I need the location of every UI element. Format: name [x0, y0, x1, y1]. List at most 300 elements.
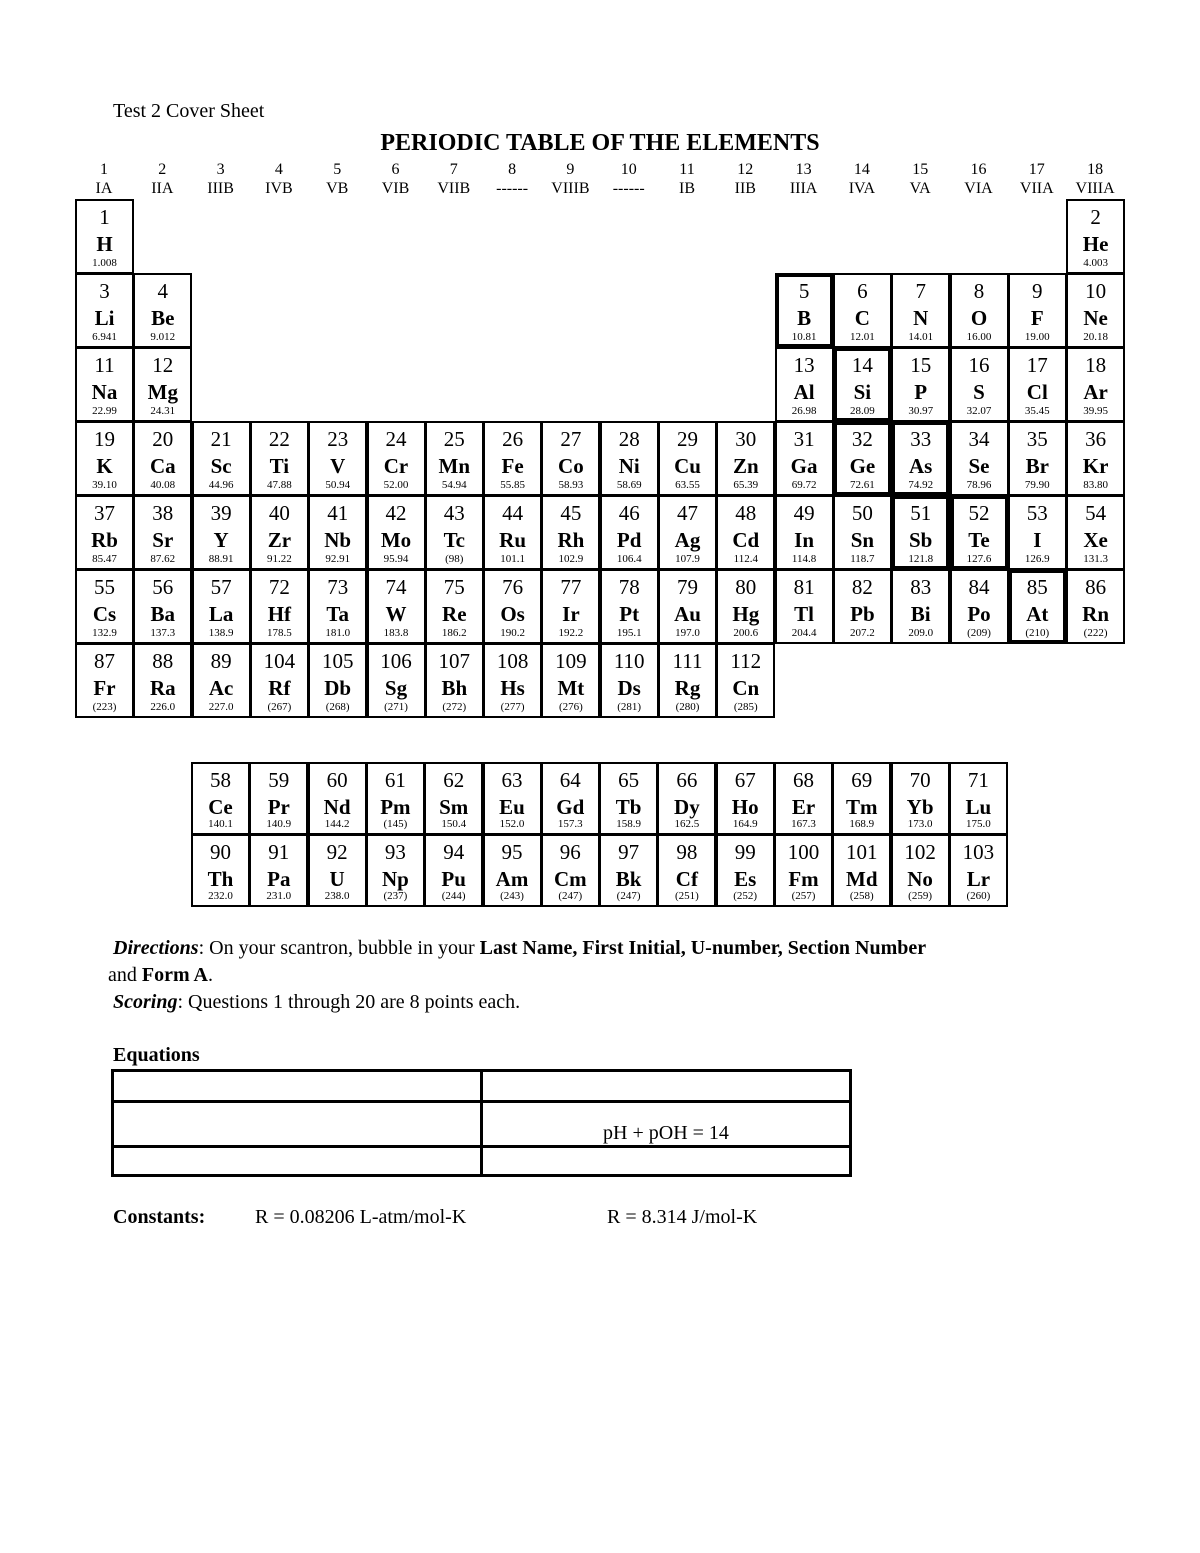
- element-cell-fr: [75, 643, 134, 718]
- eq-cell: [482, 1147, 851, 1176]
- element-cell-ta: [308, 569, 367, 644]
- element-symbol: In: [794, 528, 815, 552]
- atomic-mass: 88.91: [208, 553, 234, 565]
- element-symbol: H: [96, 232, 113, 256]
- atomic-number: 103: [962, 840, 995, 864]
- element-symbol: Mt: [557, 676, 585, 700]
- element-symbol: Mo: [380, 528, 412, 552]
- atomic-number: 63: [501, 768, 523, 792]
- atomic-number: 12: [152, 353, 174, 377]
- element-symbol: At: [1026, 602, 1049, 626]
- atomic-mass: 118.7: [850, 553, 875, 565]
- element-symbol: Si: [853, 380, 872, 404]
- element-cell-f: [1008, 273, 1067, 348]
- element-cell-pb: [833, 569, 892, 644]
- element-symbol: Db: [324, 676, 352, 700]
- atomic-number: 106: [380, 649, 412, 673]
- atomic-mass: 26.98: [791, 405, 817, 417]
- atomic-number: 110: [613, 649, 645, 673]
- element-symbol: Cr: [383, 454, 409, 478]
- atomic-number: 37: [94, 501, 115, 525]
- element-symbol: Cd: [732, 528, 760, 552]
- atomic-number: 64: [559, 768, 581, 792]
- group-label: 12 IIB: [734, 161, 756, 197]
- element-symbol: Pr: [267, 795, 290, 819]
- atomic-mass: 4.003: [1083, 257, 1108, 269]
- atomic-mass: 200.6: [733, 627, 759, 639]
- group-label: 13 IIIA: [789, 161, 818, 197]
- atomic-mass: 52.00: [383, 479, 409, 491]
- element-cell-sc: [192, 421, 251, 496]
- atomic-number: 92: [326, 840, 348, 864]
- atomic-number: 76: [502, 575, 524, 599]
- atomic-number: 102: [904, 840, 936, 864]
- atomic-number: 13: [793, 353, 815, 377]
- directions-t1: : On your scantron, bubble in your: [198, 937, 480, 959]
- atomic-number: 60: [326, 768, 348, 792]
- atomic-mass: (277): [500, 701, 525, 713]
- element-symbol: Cl: [1026, 380, 1048, 404]
- atomic-mass: 32.07: [966, 405, 992, 417]
- group-label: 8 ------: [496, 161, 529, 197]
- atomic-mass: 22.99: [92, 405, 117, 417]
- element-symbol: Cu: [674, 454, 701, 478]
- element-symbol: Np: [381, 867, 409, 891]
- element-cell-c: [833, 273, 892, 348]
- atomic-number: 68: [793, 768, 814, 792]
- atomic-number: 65: [618, 768, 640, 792]
- atomic-number: 85: [1026, 575, 1048, 599]
- group-label: 16 VIA: [964, 161, 993, 197]
- atomic-mass: 192.2: [558, 627, 584, 639]
- scoring-label: Scoring: [113, 991, 178, 1013]
- element-cell-ru: [483, 495, 542, 570]
- atomic-mass: 12.01: [850, 331, 875, 343]
- atomic-number: 86: [1085, 575, 1107, 599]
- element-symbol: W: [385, 602, 407, 626]
- element-symbol: Sr: [152, 528, 174, 552]
- element-cell-i: [1008, 495, 1067, 570]
- element-symbol: Pm: [380, 795, 411, 819]
- atomic-mass: 183.8: [383, 627, 409, 639]
- element-cell-la: [192, 569, 251, 644]
- element-cell-bk: [599, 834, 658, 907]
- atomic-number: 80: [735, 575, 757, 599]
- element-symbol: Hs: [500, 676, 525, 700]
- atomic-number: 22: [268, 427, 290, 451]
- element-symbol: Tm: [846, 795, 878, 819]
- atomic-number: 83: [910, 575, 932, 599]
- element-cell-po: [950, 569, 1009, 644]
- atomic-number: 79: [677, 575, 698, 599]
- atomic-mass: 44.96: [208, 479, 234, 491]
- element-cell-pa: [249, 834, 308, 907]
- element-cell-rf: [250, 643, 309, 718]
- atomic-mass: (247): [616, 890, 641, 902]
- atomic-mass: 232.0: [208, 890, 233, 902]
- element-cell-mo: [367, 495, 426, 570]
- atomic-number: 101: [846, 840, 878, 864]
- atomic-number: 10: [1085, 279, 1107, 303]
- atomic-number: 93: [384, 840, 406, 864]
- atomic-number: 48: [735, 501, 757, 525]
- element-cell-tm: [832, 762, 891, 835]
- atomic-mass: 167.3: [791, 818, 816, 830]
- atomic-mass: 16.00: [966, 331, 992, 343]
- element-cell-lu: [949, 762, 1008, 835]
- atomic-number: 112: [730, 649, 762, 673]
- element-symbol: Na: [91, 380, 118, 404]
- atomic-number: 67: [734, 768, 756, 792]
- atomic-number: 17: [1026, 353, 1048, 377]
- element-cell-hs: [483, 643, 542, 718]
- element-cell-b: [775, 273, 834, 348]
- atomic-number: 29: [677, 427, 698, 451]
- element-cell-sr: [133, 495, 192, 570]
- element-symbol: V: [330, 454, 346, 478]
- atomic-mass: 137.3: [150, 627, 176, 639]
- atomic-number: 78: [618, 575, 640, 599]
- atomic-number: 70: [909, 768, 931, 792]
- element-symbol: He: [1082, 232, 1109, 256]
- element-symbol: La: [208, 602, 234, 626]
- atomic-mass: 1.008: [92, 257, 117, 269]
- element-cell-pu: [424, 834, 483, 907]
- atomic-mass: (252): [733, 890, 758, 902]
- element-cell-ag: [658, 495, 717, 570]
- atomic-number: 61: [384, 768, 406, 792]
- atomic-mass: (280): [675, 701, 700, 713]
- eq-cell: [113, 1071, 482, 1102]
- element-cell-tb: [599, 762, 658, 835]
- atomic-mass: (244): [441, 890, 466, 902]
- atomic-mass: 204.4: [791, 627, 817, 639]
- atomic-mass: 207.2: [850, 627, 875, 639]
- element-cell-na: [75, 347, 134, 422]
- element-symbol: Th: [207, 867, 234, 891]
- atomic-number: 27: [560, 427, 582, 451]
- element-cell-ra: [133, 643, 192, 718]
- element-symbol: Er: [791, 795, 816, 819]
- atomic-mass: 91.22: [267, 553, 292, 565]
- atomic-mass: (223): [92, 701, 117, 713]
- element-symbol: Sb: [909, 528, 933, 552]
- atomic-number: 75: [443, 575, 465, 599]
- atomic-mass: 107.9: [675, 553, 700, 565]
- atomic-mass: 127.6: [966, 553, 992, 565]
- element-cell-hg: [716, 569, 775, 644]
- element-symbol: Tc: [443, 528, 465, 552]
- element-symbol: Mg: [147, 380, 178, 404]
- atomic-number: 34: [968, 427, 990, 451]
- atomic-number: 44: [502, 501, 524, 525]
- element-symbol: Rh: [557, 528, 585, 552]
- atomic-mass: 168.9: [849, 818, 875, 830]
- element-cell-ge: [833, 421, 892, 496]
- atomic-mass: (276): [558, 701, 583, 713]
- element-symbol: Bi: [910, 602, 931, 626]
- atomic-number: 87: [94, 649, 115, 673]
- atomic-mass: 140.9: [266, 818, 292, 830]
- element-cell-ca: [133, 421, 192, 496]
- element-symbol: Te: [968, 528, 990, 552]
- page-title: PERIODIC TABLE OF THE ELEMENTS: [380, 130, 820, 156]
- atomic-mass: 227.0: [208, 701, 234, 713]
- element-symbol: B: [797, 306, 812, 330]
- element-cell-rb: [75, 495, 134, 570]
- atomic-number: 66: [676, 768, 698, 792]
- element-cell-nb: [308, 495, 367, 570]
- atomic-mass: (272): [442, 701, 467, 713]
- atomic-number: 58: [210, 768, 231, 792]
- group-label: 7 VIIB: [437, 161, 471, 197]
- group-label: 10 ------: [612, 161, 645, 197]
- atomic-number: 69: [851, 768, 873, 792]
- element-cell-yb: [891, 762, 950, 835]
- element-cell-md: [832, 834, 891, 907]
- element-cell-ti: [250, 421, 309, 496]
- element-cell-as: [891, 421, 950, 496]
- atomic-mass: 114.8: [791, 553, 817, 565]
- atomic-number: 35: [1026, 427, 1048, 451]
- atomic-number: 15: [910, 353, 932, 377]
- group-label: 14 IVA: [848, 161, 876, 197]
- group-label: 5 VB: [326, 161, 349, 197]
- element-symbol: Se: [968, 454, 990, 478]
- directions-text: [108, 935, 1103, 989]
- atomic-number: 98: [676, 840, 698, 864]
- atomic-number: 111: [672, 649, 703, 673]
- element-symbol: P: [914, 380, 928, 404]
- element-cell-pm: [366, 762, 425, 835]
- element-symbol: Ba: [150, 602, 176, 626]
- atomic-mass: (222): [1083, 627, 1108, 639]
- element-cell-cl: [1008, 347, 1067, 422]
- element-cell-nd: [308, 762, 367, 835]
- atomic-mass: 58.69: [616, 479, 642, 491]
- element-symbol: Ru: [499, 528, 527, 552]
- element-cell-in: [775, 495, 834, 570]
- atomic-number: 74: [385, 575, 407, 599]
- atomic-number: 1: [99, 205, 110, 229]
- atomic-mass: 181.0: [325, 627, 351, 639]
- element-symbol: Cm: [553, 867, 587, 891]
- atomic-number: 46: [618, 501, 640, 525]
- element-symbol: Hg: [732, 602, 760, 626]
- group-label: 2 IIA: [151, 161, 174, 197]
- element-symbol: Tb: [615, 795, 642, 819]
- element-symbol: N: [913, 306, 929, 330]
- atomic-mass: (285): [733, 701, 758, 713]
- atomic-number: 100: [787, 840, 820, 864]
- atomic-number: 95: [501, 840, 523, 864]
- element-cell-si: [833, 347, 892, 422]
- element-cell-cr: [367, 421, 426, 496]
- element-symbol: Rf: [268, 676, 291, 700]
- element-symbol: Cs: [92, 602, 117, 626]
- atomic-mass: 6.941: [92, 331, 117, 343]
- element-cell-eu: [483, 762, 542, 835]
- atomic-mass: 144.2: [324, 818, 350, 830]
- atomic-number: 88: [152, 649, 174, 673]
- element-symbol: Ca: [149, 454, 176, 478]
- element-cell-zr: [250, 495, 309, 570]
- group-label: 18 VIIIA: [1075, 161, 1115, 197]
- atomic-number: 84: [968, 575, 990, 599]
- element-cell-dy: [657, 762, 716, 835]
- atomic-number: 9: [1032, 279, 1043, 303]
- element-symbol: Ds: [617, 676, 641, 700]
- element-symbol: Pa: [267, 867, 291, 891]
- atomic-number: 4: [157, 279, 169, 303]
- element-cell-y: [192, 495, 251, 570]
- element-symbol: Md: [846, 867, 878, 891]
- element-cell-au: [658, 569, 717, 644]
- element-cell-xe: [1066, 495, 1125, 570]
- element-symbol: Be: [151, 306, 175, 330]
- atomic-mass: 78.96: [966, 479, 992, 491]
- group-label: 1 IA: [95, 161, 113, 197]
- atomic-number: 57: [210, 575, 232, 599]
- atomic-number: 49: [793, 501, 815, 525]
- element-cell-o: [950, 273, 1009, 348]
- element-cell-np: [366, 834, 425, 907]
- element-cell-rg: [658, 643, 717, 718]
- element-symbol: Lu: [965, 795, 992, 819]
- element-cell-ar: [1066, 347, 1125, 422]
- element-symbol: Fr: [93, 676, 116, 700]
- atomic-number: 82: [851, 575, 873, 599]
- atomic-number: 91: [268, 840, 290, 864]
- directions-b2: Form A: [141, 964, 208, 986]
- atomic-mass: 74.92: [908, 479, 934, 491]
- element-symbol: Rg: [674, 676, 701, 700]
- element-symbol: No: [907, 867, 933, 891]
- atomic-number: 5: [798, 279, 810, 303]
- atomic-number: 56: [152, 575, 174, 599]
- atomic-mass: 55.85: [500, 479, 525, 491]
- atomic-mass: 40.08: [150, 479, 176, 491]
- element-symbol: Nd: [323, 795, 351, 819]
- atomic-number: 73: [327, 575, 349, 599]
- atomic-mass: 158.9: [616, 818, 641, 830]
- element-cell-h: [75, 199, 134, 274]
- element-symbol: Ar: [1083, 380, 1108, 404]
- atomic-mass: 39.95: [1083, 405, 1108, 417]
- atomic-number: 53: [1026, 501, 1048, 525]
- atomic-mass: 121.8: [908, 553, 934, 565]
- atomic-number: 20: [152, 427, 174, 451]
- element-cell-am: [483, 834, 542, 907]
- atomic-number: 59: [268, 768, 290, 792]
- atomic-number: 21: [210, 427, 232, 451]
- element-symbol: Pd: [616, 528, 642, 552]
- atomic-number: 31: [793, 427, 815, 451]
- element-cell-te: [950, 495, 1009, 570]
- atomic-number: 18: [1085, 353, 1107, 377]
- atomic-number: 96: [559, 840, 581, 864]
- atomic-mass: (258): [849, 890, 874, 902]
- element-cell-cf: [657, 834, 716, 907]
- element-symbol: Ag: [674, 528, 701, 552]
- atomic-number: 62: [443, 768, 465, 792]
- atomic-number: 38: [152, 501, 174, 525]
- element-symbol: Pt: [619, 602, 640, 626]
- element-symbol: Sc: [210, 454, 232, 478]
- element-symbol: Ac: [208, 676, 234, 700]
- element-cell-ce: [191, 762, 250, 835]
- element-cell-sm: [424, 762, 483, 835]
- element-symbol: U: [329, 867, 345, 891]
- atomic-mass: 9.012: [150, 331, 176, 343]
- element-symbol: I: [1033, 528, 1042, 552]
- element-symbol: Yb: [906, 795, 934, 819]
- atomic-mass: (257): [791, 890, 816, 902]
- element-cell-ba: [133, 569, 192, 644]
- atomic-number: 107: [438, 649, 471, 673]
- atomic-number: 33: [910, 427, 932, 451]
- atomic-number: 41: [327, 501, 349, 525]
- equations-label: Equations: [113, 1044, 200, 1066]
- atomic-mass: (268): [325, 701, 350, 713]
- atomic-number: 97: [618, 840, 640, 864]
- element-symbol: Ta: [326, 602, 349, 626]
- atomic-mass: 50.94: [325, 479, 351, 491]
- element-cell-cd: [716, 495, 775, 570]
- atomic-number: 25: [443, 427, 465, 451]
- atomic-number: 45: [560, 501, 582, 525]
- atomic-number: 32: [851, 427, 873, 451]
- atomic-number: 19: [94, 427, 115, 451]
- group-label: 9 VIIIB: [551, 161, 590, 197]
- atomic-number: 6: [857, 279, 868, 303]
- atomic-number: 39: [210, 501, 232, 525]
- element-symbol: Xe: [1083, 528, 1108, 552]
- scoring-body: : Questions 1 through 20 are 8 points each.: [177, 991, 521, 1013]
- atomic-number: 72: [268, 575, 290, 599]
- element-cell-k: [75, 421, 134, 496]
- atomic-mass: 178.5: [267, 627, 292, 639]
- atomic-mass: 58.93: [558, 479, 584, 491]
- atomic-number: 40: [268, 501, 290, 525]
- atomic-number: 54: [1085, 501, 1107, 525]
- scoring-text: [113, 989, 520, 1016]
- element-cell-at: [1008, 569, 1067, 644]
- element-symbol: Eu: [499, 795, 525, 819]
- element-symbol: Hf: [267, 602, 292, 626]
- atomic-mass: 83.80: [1083, 479, 1108, 491]
- atomic-number: 90: [210, 840, 231, 864]
- atomic-number: 26: [502, 427, 524, 451]
- element-cell-cn: [716, 643, 775, 718]
- atomic-number: 11: [94, 353, 115, 377]
- element-cell-sn: [833, 495, 892, 570]
- element-cell-mg: [133, 347, 192, 422]
- group-label: 3 IIIB: [207, 161, 234, 197]
- atomic-number: 71: [967, 768, 989, 792]
- element-cell-kr: [1066, 421, 1125, 496]
- atomic-mass: (210): [1025, 627, 1050, 639]
- element-symbol: O: [970, 306, 988, 330]
- atomic-number: 89: [210, 649, 232, 673]
- element-symbol: Zn: [732, 454, 759, 478]
- atomic-number: 16: [968, 353, 990, 377]
- element-cell-pt: [600, 569, 659, 644]
- element-cell-w: [367, 569, 426, 644]
- element-cell-zn: [716, 421, 775, 496]
- atomic-number: 8: [973, 279, 985, 303]
- element-symbol: Sg: [384, 676, 408, 700]
